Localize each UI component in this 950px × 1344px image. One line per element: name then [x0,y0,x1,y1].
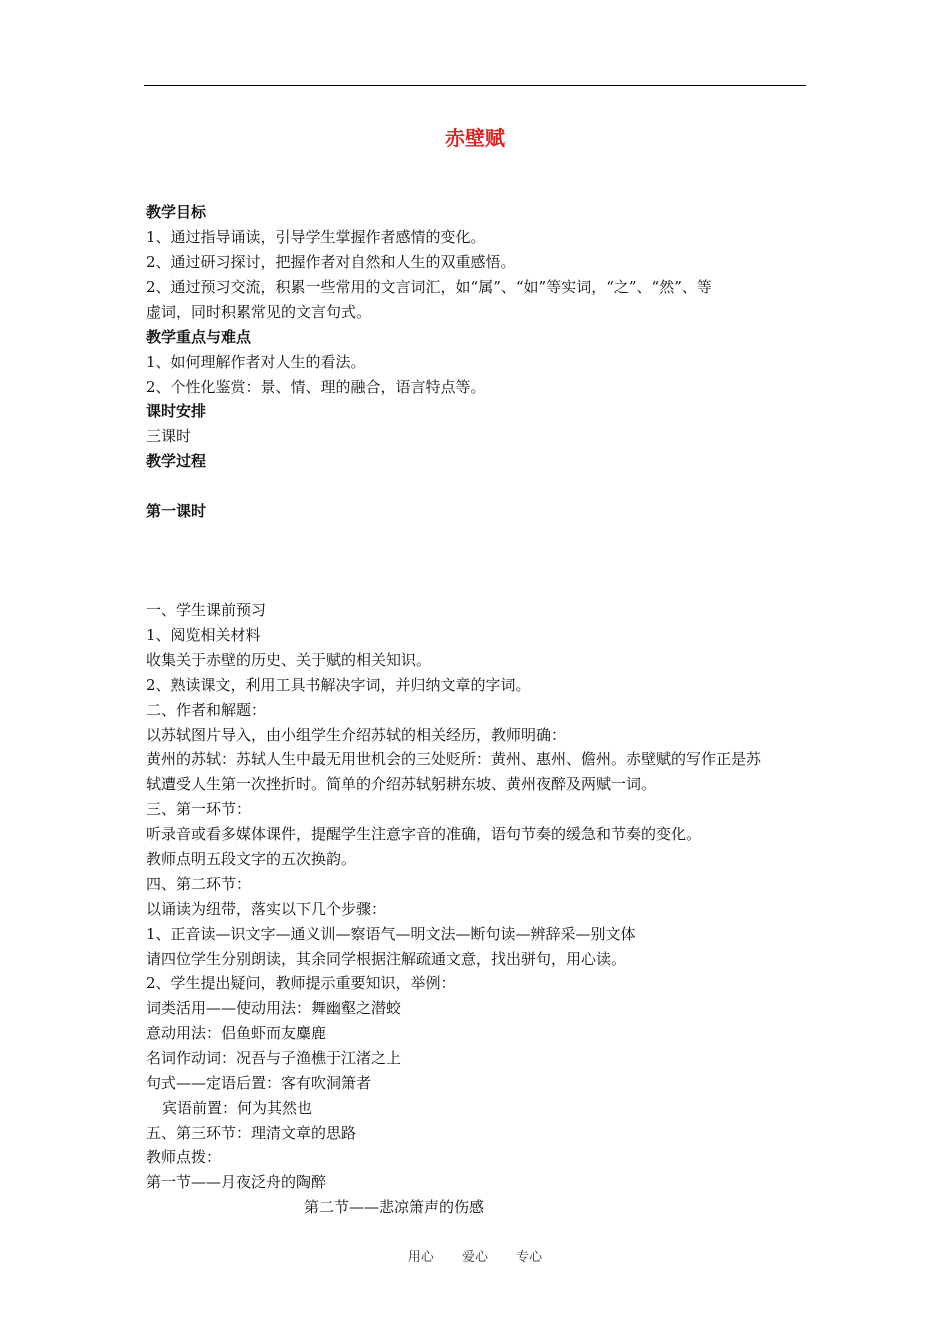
text-line: 2、通过研习探讨，把握作者对自然和人生的双重感悟。 [146,253,516,271]
text-line: 2、熟读课文，利用工具书解决字词，并归纳文章的字词。 [146,676,531,694]
text-line: 词类活用——使动用法：舞幽壑之潜蛟 [146,999,402,1017]
text-line: 二、作者和解题： [146,701,267,719]
text-line: 轼遭受人生第一次挫折时。简单的介绍苏轼躬耕东坡、黄州夜醉及两赋一词。 [146,775,657,793]
text-line: 教师点拨： [146,1148,222,1166]
footer-word: 用心 [407,1250,434,1265]
footer-word: 爱心 [461,1250,488,1265]
text-line: 第二节——悲凉箫声的伤感 [304,1198,485,1216]
header-rule [144,85,806,86]
heading-schedule: 课时安排 [146,402,207,420]
text-line: 名词作动词：况吾与子渔樵于江渚之上 [146,1049,402,1067]
text-line: 请四位学生分别朗读，其余同学根据注解疏通文意，找出骈句，用心读。 [146,950,627,968]
heading-teaching-goals: 教学目标 [146,203,207,221]
text-line: 五、第三环节：理清文章的思路 [146,1124,357,1142]
text-line: 意动用法：侣鱼虾而友麋鹿 [146,1024,327,1042]
text-line: 1、正音读—识文字—通义训—察语气—明文法—断句读—辨辞采—别文体 [146,925,636,943]
text-line: 2、个性化鉴赏：景、情、理的融合，语言特点等。 [146,378,486,396]
text-line: 以诵读为纽带，落实以下几个步骤： [146,900,387,918]
page-footer [0,1248,950,1268]
text-line: 宾语前置：何为其然也 [162,1099,313,1117]
text-line: 2、学生提出疑问，教师提示重要知识，举例： [146,974,456,992]
text-line: 听录音或看多媒体课件，提醒学生注意字音的准确，语句节奏的缓急和节奏的变化。 [146,825,702,843]
text-line: 三、第一环节： [146,800,252,818]
document-title: 赤壁赋 [445,126,505,150]
heading-key-points: 教学重点与难点 [146,328,252,346]
text-line: 第一节——月夜泛舟的陶醉 [146,1173,327,1191]
text-line: 2、通过预习交流，积累一些常用的文言词汇，如“属”、“如”等实词，“之”、“然”、等 [146,278,712,296]
heading-process: 教学过程 [146,452,207,470]
text-line: 教师点明五段文字的五次换韵。 [146,850,357,868]
text-line: 句式——定语后置：客有吹洞箫者 [146,1074,372,1092]
heading-first-lesson: 第一课时 [146,502,207,520]
text-line: 黄州的苏轼：苏轼人生中最无用世机会的三处贬所：黄州、惠州、儋州。赤壁赋的写作正是苏 [146,750,762,768]
text-line: 1、阅览相关材料 [146,626,261,644]
text-line: 虚词，同时积累常见的文言句式。 [146,303,372,321]
footer-word: 专心 [516,1250,543,1265]
text-line: 一、学生课前预习 [146,601,267,619]
text-line: 收集关于赤壁的历史、关于赋的相关知识。 [146,651,432,669]
text-line: 以苏轼图片导入，由小组学生介绍苏轼的相关经历，教师明确： [146,726,567,744]
text-line: 1、通过指导诵读，引导学生掌握作者感情的变化。 [146,228,486,246]
text-line: 四、第二环节： [146,875,252,893]
text-line: 三课时 [146,427,192,445]
text-line: 1、如何理解作者对人生的看法。 [146,353,366,371]
